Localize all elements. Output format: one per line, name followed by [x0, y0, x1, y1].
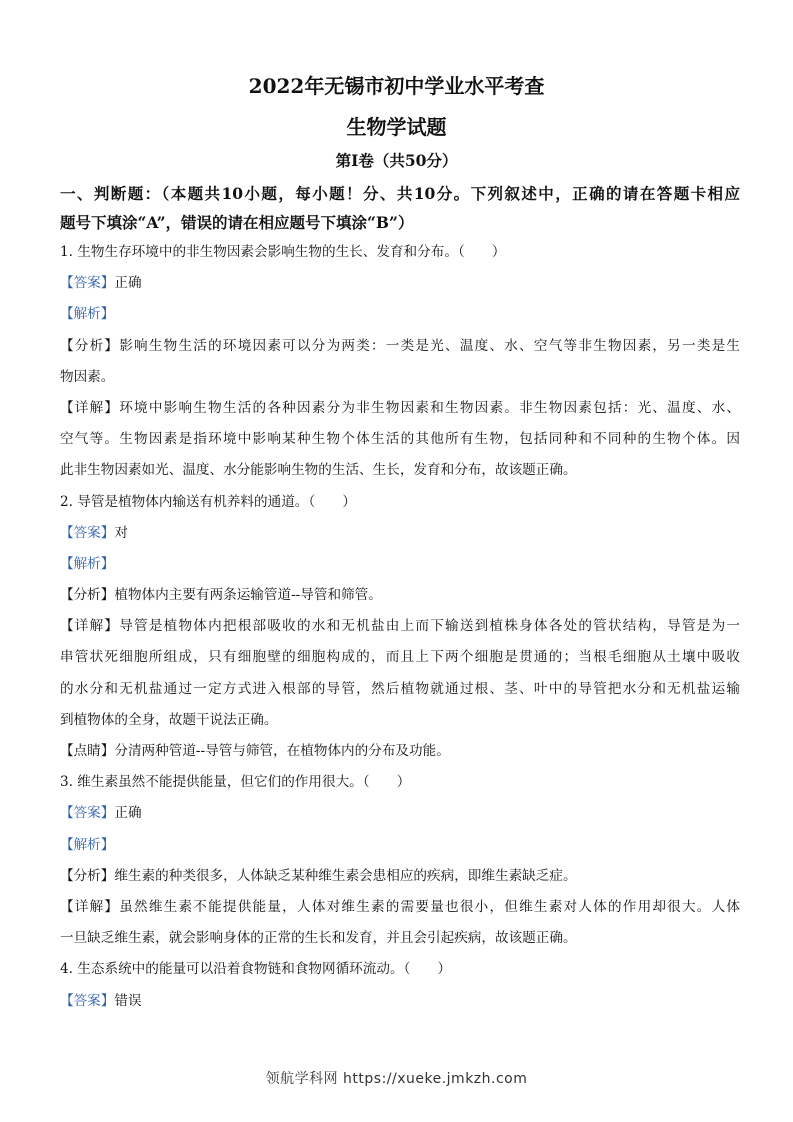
question-3: 3. 维生素虽然不能提供能量，但它们的作用很大。（ ） [60, 774, 411, 791]
q1-detail-cont-1: 空气等。生物因素是指环境中影响某种生物个体生活的其他所有生物，包括同种和不同种的生物个体。因 [60, 431, 740, 448]
question-list [60, 237, 740, 1017]
section-heading [60, 179, 740, 237]
q2-analysis-text: 植物体内主要有两条运输管道--导管和筛管。 [114, 587, 382, 604]
question-1: 1. 生物生存环境中的非生物因素会影响生物的生长、发育和分布。（ ） [60, 244, 506, 260]
section-heading-line-2: 题号下填涂“A”，错误的请在相应题号下填涂“B”） [60, 213, 414, 232]
q2-point [60, 736, 740, 767]
q1-analysis-cont: 物因素。 [60, 368, 115, 385]
q3-detail-cont: 一旦缺乏维生素，就会影响身体的正常的生长和发育，并且会引起疾病，故该题正确。 [60, 930, 577, 947]
q2-detail-text-1: 导管是植物体内把根部吸收的水和无机盐由上而下输送到植株身体各处的管状结构，导管是为一 [119, 618, 740, 635]
analysis-tag: 【分析】 [60, 587, 115, 604]
question-2: 2. 导管是植物体内输送有机养料的通道。（ ） [60, 493, 356, 510]
q2-detail [60, 611, 740, 642]
explain-tag: 【解析】 [60, 836, 115, 853]
q3-detail [60, 892, 740, 923]
section-heading-line-1: 一、判断题：（本题共10小题，每小题！分、共10分。下列叙述中，正确的请在答题卡相应 [60, 184, 740, 203]
exam-title: 2022年无锡市初中学业水平考查 [248, 74, 545, 98]
detail-tag: 【详解】 [60, 618, 120, 635]
q2-answer-value: 对 [114, 524, 128, 541]
q3-explain [60, 830, 740, 861]
analysis-tag: 【分析】 [60, 867, 115, 884]
q2-detail-cont-2: 的水分和无机盐通过一定方式进入根部的导管，然后植物就通过根、茎、叶中的导管把水分和无机盐运输 [60, 680, 740, 697]
volume-heading: 第Ⅰ卷（共50分） [335, 151, 458, 170]
q4-answer-value: 错误 [114, 992, 142, 1009]
question-4: 4. 生态系统中的能量可以沿着食物链和食物网循环流动。（ ） [60, 961, 452, 978]
q2-detail-cont-1: 串管状死细胞所组成，只有细胞壁的细胞构成的，而且上下两个细胞是贯通的；当根毛细胞从土壤中吸收 [60, 649, 740, 666]
q1-answer [60, 268, 740, 299]
q3-detail-text-1: 虽然维生素不能提供能量，人体对维生素的需要量也很小，但维生素对人体的作用却很大。人体 [119, 898, 740, 915]
q1-answer-value: 正确 [114, 275, 142, 292]
q1-analysis [60, 331, 740, 362]
q2-point-text: 分清两种管道--导管与筛管，在植物体内的分布及功能。 [114, 743, 450, 759]
q2-answer [60, 518, 740, 549]
explain-tag: 【解析】 [60, 306, 115, 323]
q3-answer [60, 798, 740, 829]
answer-tag: 【答案】 [60, 805, 115, 822]
q2-analysis [60, 580, 740, 611]
q1-analysis-text-1: 影响生物生活的环境因素可以分为两类：一类是光、温度、水、空气等非生物因素，另一类是生 [119, 337, 740, 354]
q1-explain [60, 299, 740, 330]
explain-tag: 【解析】 [60, 555, 115, 572]
q1-detail-text-1: 环境中影响生物生活的各种因素分为非生物因素和生物因素。非生物因素包括：光、温度、水、 [119, 399, 740, 416]
exam-subtitle: 生物学试题 [346, 115, 447, 139]
footer-watermark: 领航学科网 https://xueke.jmkzh.com [265, 1071, 528, 1087]
answer-tag: 【答案】 [60, 992, 115, 1009]
q3-analysis-text: 维生素的种类很多，人体缺乏某种维生素会患相应的疾病，即维生素缺乏症。 [114, 867, 577, 884]
answer-tag: 【答案】 [60, 524, 115, 541]
detail-tag: 【详解】 [60, 399, 120, 416]
answer-tag: 【答案】 [60, 275, 115, 292]
q1-detail-cont-2: 此非生物因素如光、温度、水分能影响生物的生活、生长，发育和分布，故该题正确。 [60, 462, 577, 479]
point-tag: 【点睛】 [60, 743, 115, 759]
q4-answer [60, 986, 740, 1017]
analysis-tag: 【分析】 [60, 337, 120, 354]
q2-detail-cont-3: 到植物体的全身，故题干说法正确。 [60, 711, 278, 728]
q3-analysis [60, 861, 740, 892]
q2-explain [60, 549, 740, 580]
detail-tag: 【详解】 [60, 898, 120, 915]
q3-answer-value: 正确 [114, 805, 142, 822]
q1-detail [60, 393, 740, 424]
